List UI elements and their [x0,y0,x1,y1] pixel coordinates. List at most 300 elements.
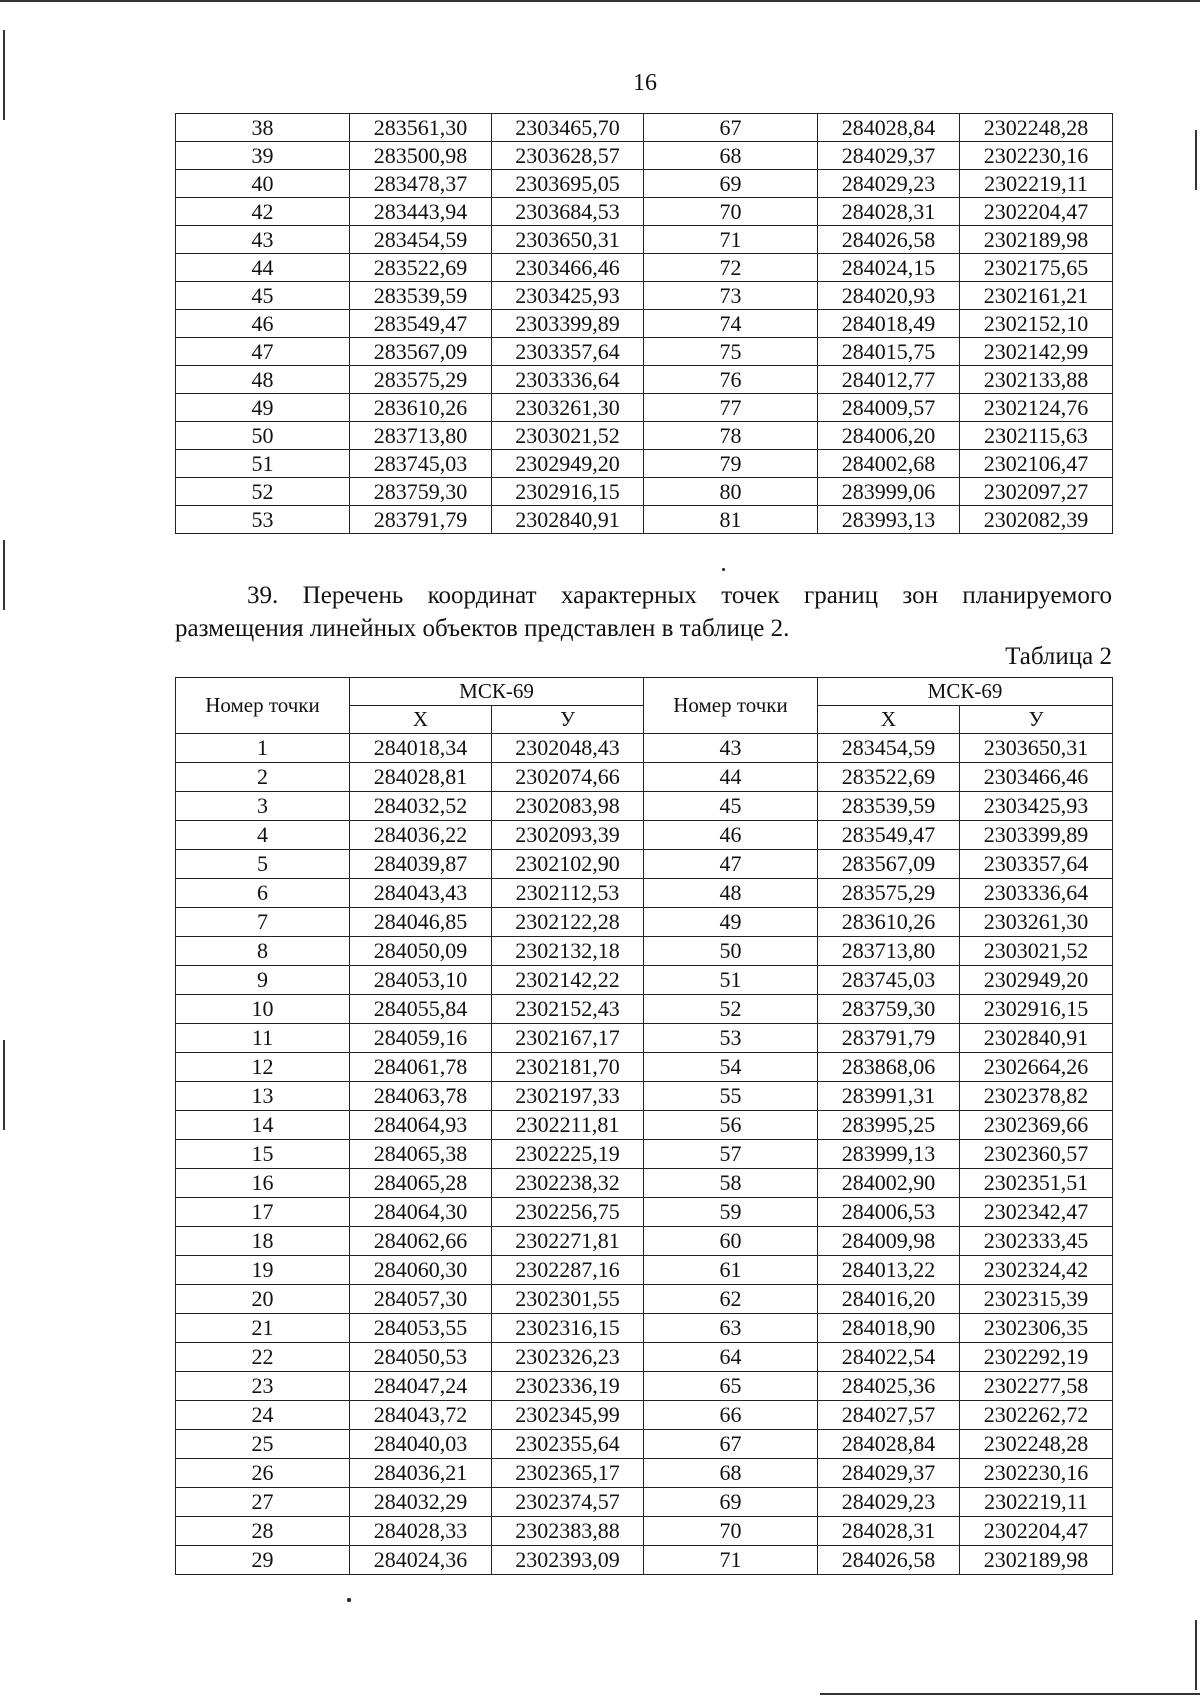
table-row [176,1459,1113,1488]
cell-x-right: 284015,75 [818,338,960,366]
cell-point-number-left: 22 [176,1343,350,1372]
cell-x-right: 283567,09 [818,850,960,879]
cell-x-left: 283478,37 [350,170,492,198]
cell-y-right: 2303261,30 [960,908,1113,937]
cell-x-left: 284060,30 [350,1256,492,1285]
cell-y-left: 2303465,70 [492,114,644,142]
cell-x-left: 284050,09 [350,937,492,966]
cell-x-left: 283539,59 [350,282,492,310]
table-row [176,1111,1113,1140]
cell-point-number-right: 46 [644,821,818,850]
cell-x-left: 284039,87 [350,850,492,879]
cell-point-number-left: 51 [176,450,350,478]
cell-y-left: 2302142,22 [492,966,644,995]
cell-x-right: 284022,54 [818,1343,960,1372]
cell-y-left: 2302074,66 [492,763,644,792]
header-system-left: МСК-69 [350,678,644,706]
cell-y-right: 2302324,42 [960,1256,1113,1285]
cell-y-right: 2302106,47 [960,450,1113,478]
cell-x-right: 283522,69 [818,763,960,792]
cell-x-left: 284028,81 [350,763,492,792]
table-row [176,1198,1113,1227]
cell-point-number-left: 27 [176,1488,350,1517]
cell-point-number-left: 12 [176,1053,350,1082]
cell-point-number-left: 15 [176,1140,350,1169]
cell-point-number-right: 79 [644,450,818,478]
cell-point-number-left: 50 [176,422,350,450]
table-row [176,1488,1113,1517]
table-row [176,1372,1113,1401]
cell-x-right: 284027,57 [818,1401,960,1430]
cell-y-left: 2302383,88 [492,1517,644,1546]
cell-x-right: 283791,79 [818,1024,960,1053]
cell-point-number-right: 78 [644,422,818,450]
cell-x-left: 284050,53 [350,1343,492,1372]
cell-x-right: 284002,68 [818,450,960,478]
cell-point-number-left: 29 [176,1546,350,1575]
cell-y-left: 2302083,98 [492,792,644,821]
cell-y-left: 2302122,28 [492,908,644,937]
cell-x-left: 284062,66 [350,1227,492,1256]
cell-point-number-left: 44 [176,254,350,282]
cell-y-left: 2303336,64 [492,366,644,394]
cell-point-number-right: 77 [644,394,818,422]
table-row [176,1314,1113,1343]
cell-y-right: 2302175,65 [960,254,1113,282]
cell-point-number-right: 58 [644,1169,818,1198]
cell-y-right: 2302133,88 [960,366,1113,394]
table-row [176,995,1113,1024]
cell-point-number-right: 67 [644,1430,818,1459]
table-row [176,114,1113,142]
cell-y-right: 2302360,57 [960,1140,1113,1169]
cell-y-left: 2302238,32 [492,1169,644,1198]
cell-y-left: 2302271,81 [492,1227,644,1256]
cell-y-right: 2303357,64 [960,850,1113,879]
table-row [176,226,1113,254]
cell-x-right: 284006,53 [818,1198,960,1227]
cell-x-right: 283713,80 [818,937,960,966]
cell-point-number-left: 39 [176,142,350,170]
cell-y-left: 2302048,43 [492,734,644,763]
cell-point-number-left: 23 [176,1372,350,1401]
cell-x-left: 283745,03 [350,450,492,478]
cell-x-right: 284025,36 [818,1372,960,1401]
table-row [176,1517,1113,1546]
cell-y-left: 2303261,30 [492,394,644,422]
cell-point-number-left: 26 [176,1459,350,1488]
cell-y-left: 2302355,64 [492,1430,644,1459]
cell-point-number-right: 75 [644,338,818,366]
cell-x-right: 284024,15 [818,254,960,282]
table-row [176,937,1113,966]
table-row [176,254,1113,282]
cell-y-left: 2303357,64 [492,338,644,366]
cell-y-right: 2302219,11 [960,1488,1113,1517]
cell-point-number-right: 72 [644,254,818,282]
table-row [176,1256,1113,1285]
cell-point-number-right: 64 [644,1343,818,1372]
cell-point-number-left: 52 [176,478,350,506]
cell-y-right: 2302277,58 [960,1372,1113,1401]
cell-x-left: 284036,22 [350,821,492,850]
cell-x-left: 283443,94 [350,198,492,226]
cell-x-right: 283575,29 [818,879,960,908]
cell-y-right: 2302306,35 [960,1314,1113,1343]
cell-point-number-right: 69 [644,1488,818,1517]
cell-point-number-right: 68 [644,142,818,170]
cell-point-number-right: 54 [644,1053,818,1082]
cell-y-left: 2302102,90 [492,850,644,879]
cell-y-left: 2303650,31 [492,226,644,254]
cell-x-left: 284032,52 [350,792,492,821]
cell-point-number-right: 61 [644,1256,818,1285]
table-row [176,478,1113,506]
cell-point-number-right: 53 [644,1024,818,1053]
cell-x-right: 283999,13 [818,1140,960,1169]
cell-x-right: 284029,23 [818,1488,960,1517]
page-number: 16 [633,70,657,96]
cell-y-right: 2303650,31 [960,734,1113,763]
cell-y-right: 2302161,21 [960,282,1113,310]
cell-point-number-right: 66 [644,1401,818,1430]
cell-y-right: 2302342,47 [960,1198,1113,1227]
table-row [176,734,1113,763]
cell-point-number-right: 68 [644,1459,818,1488]
cell-y-right: 2302333,45 [960,1227,1113,1256]
cell-point-number-right: 45 [644,792,818,821]
cell-point-number-left: 13 [176,1082,350,1111]
table-row [176,763,1113,792]
cell-y-right: 2302351,51 [960,1169,1113,1198]
table-row [176,1082,1113,1111]
cell-x-right: 283539,59 [818,792,960,821]
cell-point-number-right: 67 [644,114,818,142]
cell-point-number-left: 4 [176,821,350,850]
section-paragraph: 39. Перечень координат характерных точек границ зон планируемого размещения линейных объектов представлен в таблице 2. [175,582,1112,642]
table-row [176,1430,1113,1459]
cell-x-left: 283549,47 [350,310,492,338]
cell-y-left: 2302374,57 [492,1488,644,1517]
table-row [176,506,1113,534]
cell-x-right: 283868,06 [818,1053,960,1082]
cell-x-right: 283745,03 [818,966,960,995]
cell-point-number-right: 56 [644,1111,818,1140]
cell-point-number-left: 25 [176,1430,350,1459]
cell-y-left: 2302132,18 [492,937,644,966]
table-row [176,792,1113,821]
header-point-number-right: Номер точки [644,678,818,734]
cell-point-number-right: 49 [644,908,818,937]
cell-y-right: 2302097,27 [960,478,1113,506]
cell-x-left: 283791,79 [350,506,492,534]
cell-point-number-right: 55 [644,1082,818,1111]
cell-x-right: 284006,20 [818,422,960,450]
cell-point-number-right: 70 [644,1517,818,1546]
cell-x-left: 284064,30 [350,1198,492,1227]
table-row [176,310,1113,338]
cell-y-right: 2302664,26 [960,1053,1113,1082]
cell-point-number-left: 10 [176,995,350,1024]
cell-point-number-left: 6 [176,879,350,908]
cell-point-number-right: 60 [644,1227,818,1256]
cell-point-number-right: 65 [644,1372,818,1401]
cell-x-right: 283759,30 [818,995,960,1024]
cell-x-right: 284018,90 [818,1314,960,1343]
cell-y-right: 2302230,16 [960,1459,1113,1488]
cell-y-left: 2302316,15 [492,1314,644,1343]
cell-y-right: 2303021,52 [960,937,1113,966]
table-2-header [176,678,1113,734]
cell-point-number-right: 50 [644,937,818,966]
table-2 [175,677,1113,1575]
cell-x-right: 284026,58 [818,1546,960,1575]
header-y-right: У [960,706,1113,734]
cell-x-right: 283993,13 [818,506,960,534]
cell-x-left: 284040,03 [350,1430,492,1459]
cell-x-left: 283759,30 [350,478,492,506]
coordinates-table-continued [175,113,1113,534]
cell-point-number-left: 49 [176,394,350,422]
cell-x-left: 284018,34 [350,734,492,763]
cell-point-number-left: 19 [176,1256,350,1285]
cell-y-right: 2302082,39 [960,506,1113,534]
cell-x-right: 284028,84 [818,1430,960,1459]
cell-y-right: 2302248,28 [960,114,1113,142]
cell-x-left: 284059,16 [350,1024,492,1053]
cell-point-number-right: 63 [644,1314,818,1343]
cell-point-number-right: 47 [644,850,818,879]
table-row [176,338,1113,366]
cell-y-right: 2302378,82 [960,1082,1113,1111]
cell-x-left: 283454,59 [350,226,492,254]
cell-point-number-right: 59 [644,1198,818,1227]
cell-x-left: 284032,29 [350,1488,492,1517]
cell-y-left: 2303425,93 [492,282,644,310]
cell-y-left: 2302949,20 [492,450,644,478]
cell-y-right: 2302204,47 [960,198,1113,226]
cell-point-number-left: 5 [176,850,350,879]
cell-y-left: 2302211,81 [492,1111,644,1140]
table-row [176,1053,1113,1082]
cell-y-left: 2302916,15 [492,478,644,506]
cell-x-left: 284065,28 [350,1169,492,1198]
cell-x-right: 283999,06 [818,478,960,506]
cell-y-left: 2302365,17 [492,1459,644,1488]
cell-x-left: 284046,85 [350,908,492,937]
cell-point-number-left: 42 [176,198,350,226]
cell-y-left: 2303399,89 [492,310,644,338]
table-caption: Таблица 2 [1005,643,1112,670]
cell-y-left: 2302840,91 [492,506,644,534]
cell-x-right: 283991,31 [818,1082,960,1111]
table-row [176,1140,1113,1169]
header-point-number-left: Номер точки [176,678,350,734]
cell-x-left: 283567,09 [350,338,492,366]
cell-y-left: 2302326,23 [492,1343,644,1372]
cell-point-number-left: 16 [176,1169,350,1198]
cell-point-number-left: 18 [176,1227,350,1256]
cell-point-number-right: 71 [644,226,818,254]
cell-point-number-left: 40 [176,170,350,198]
cell-y-left: 2303466,46 [492,254,644,282]
cell-y-left: 2302093,39 [492,821,644,850]
stray-dot-mark-bottom [347,1598,351,1602]
table-2-body [176,734,1113,1575]
cell-x-left: 284047,24 [350,1372,492,1401]
cell-x-left: 284043,72 [350,1401,492,1430]
cell-point-number-left: 21 [176,1314,350,1343]
cell-x-left: 284053,55 [350,1314,492,1343]
cell-x-left: 284053,10 [350,966,492,995]
cell-x-left: 284064,93 [350,1111,492,1140]
cell-point-number-left: 38 [176,114,350,142]
cell-point-number-left: 45 [176,282,350,310]
cell-x-left: 283500,98 [350,142,492,170]
cell-y-left: 2303695,05 [492,170,644,198]
cell-y-right: 2302142,99 [960,338,1113,366]
cell-x-right: 283610,26 [818,908,960,937]
cell-x-right: 284018,49 [818,310,960,338]
header-x-right: X [818,706,960,734]
cell-point-number-left: 3 [176,792,350,821]
cell-point-number-right: 81 [644,506,818,534]
cell-x-left: 283522,69 [350,254,492,282]
cell-y-left: 2302152,43 [492,995,644,1024]
cell-y-right: 2302124,76 [960,394,1113,422]
cell-y-right: 2302248,28 [960,1430,1113,1459]
cell-x-right: 284028,31 [818,198,960,226]
table-row [176,821,1113,850]
cell-point-number-left: 46 [176,310,350,338]
table-row [176,966,1113,995]
table-row [176,1285,1113,1314]
cell-x-right: 283995,25 [818,1111,960,1140]
cell-x-right: 284028,31 [818,1517,960,1546]
cell-x-right: 283454,59 [818,734,960,763]
cell-x-right: 283549,47 [818,821,960,850]
table-row [176,1024,1113,1053]
cell-y-left: 2302225,19 [492,1140,644,1169]
cell-point-number-right: 74 [644,310,818,338]
stray-dot-mark [722,568,725,571]
cell-point-number-right: 43 [644,734,818,763]
cell-y-left: 2302197,33 [492,1082,644,1111]
table-row [176,908,1113,937]
cell-point-number-right: 62 [644,1285,818,1314]
cell-point-number-right: 51 [644,966,818,995]
cell-point-number-right: 80 [644,478,818,506]
cell-point-number-left: 2 [176,763,350,792]
cell-point-number-left: 24 [176,1401,350,1430]
table-row [176,394,1113,422]
cell-x-right: 284012,77 [818,366,960,394]
cell-y-right: 2302152,10 [960,310,1113,338]
cell-y-left: 2302287,16 [492,1256,644,1285]
header-x-left: X [350,706,492,734]
cell-x-left: 284061,78 [350,1053,492,1082]
cell-x-right: 284029,23 [818,170,960,198]
cell-point-number-left: 14 [176,1111,350,1140]
cell-point-number-left: 1 [176,734,350,763]
table-row [176,422,1113,450]
cell-point-number-right: 76 [644,366,818,394]
table-row [176,450,1113,478]
cell-y-right: 2302189,98 [960,226,1113,254]
table-2-header-row-1 [176,678,1113,706]
cell-y-right: 2302262,72 [960,1401,1113,1430]
table-row [176,170,1113,198]
cell-x-left: 284057,30 [350,1285,492,1314]
table-row [176,198,1113,226]
cell-y-left: 2302345,99 [492,1401,644,1430]
cell-x-right: 284009,57 [818,394,960,422]
cell-x-left: 284065,38 [350,1140,492,1169]
table-row [176,1169,1113,1198]
cell-y-left: 2302256,75 [492,1198,644,1227]
cell-x-right: 284029,37 [818,1459,960,1488]
scan-edge-line-right-2 [1195,1620,1197,1690]
cell-x-right: 284028,84 [818,114,960,142]
cell-x-left: 283575,29 [350,366,492,394]
cell-point-number-left: 47 [176,338,350,366]
cell-point-number-left: 53 [176,506,350,534]
cell-y-left: 2302301,55 [492,1285,644,1314]
cell-point-number-left: 7 [176,908,350,937]
cell-y-right: 2302949,20 [960,966,1113,995]
scan-edge-line-top [0,0,1200,2]
table-row [176,142,1113,170]
cell-x-left: 283561,30 [350,114,492,142]
cell-y-right: 2303399,89 [960,821,1113,850]
cell-y-right: 2302292,19 [960,1343,1113,1372]
coordinates-table-continued-body [176,114,1113,534]
cell-y-right: 2303336,64 [960,879,1113,908]
cell-y-right: 2302840,91 [960,1024,1113,1053]
cell-point-number-left: 20 [176,1285,350,1314]
cell-x-left: 284036,21 [350,1459,492,1488]
cell-point-number-left: 43 [176,226,350,254]
cell-y-left: 2302181,70 [492,1053,644,1082]
cell-x-right: 284013,22 [818,1256,960,1285]
cell-x-right: 284016,20 [818,1285,960,1314]
cell-y-left: 2302336,19 [492,1372,644,1401]
cell-y-left: 2303684,53 [492,198,644,226]
cell-y-left: 2302167,17 [492,1024,644,1053]
cell-x-left: 283713,80 [350,422,492,450]
table-row [176,850,1113,879]
cell-point-number-right: 69 [644,170,818,198]
table-row [176,1546,1113,1575]
cell-x-left: 283610,26 [350,394,492,422]
table-row [176,366,1113,394]
cell-point-number-right: 48 [644,879,818,908]
cell-x-left: 284024,36 [350,1546,492,1575]
cell-point-number-left: 28 [176,1517,350,1546]
cell-x-left: 284028,33 [350,1517,492,1546]
cell-point-number-right: 52 [644,995,818,1024]
cell-point-number-right: 73 [644,282,818,310]
cell-point-number-right: 57 [644,1140,818,1169]
cell-point-number-right: 71 [644,1546,818,1575]
cell-y-left: 2302112,53 [492,879,644,908]
header-y-left: У [492,706,644,734]
cell-point-number-right: 70 [644,198,818,226]
cell-point-number-right: 44 [644,763,818,792]
scan-edge-line-left-3 [3,1040,5,1130]
cell-point-number-left: 17 [176,1198,350,1227]
table-row [176,1401,1113,1430]
